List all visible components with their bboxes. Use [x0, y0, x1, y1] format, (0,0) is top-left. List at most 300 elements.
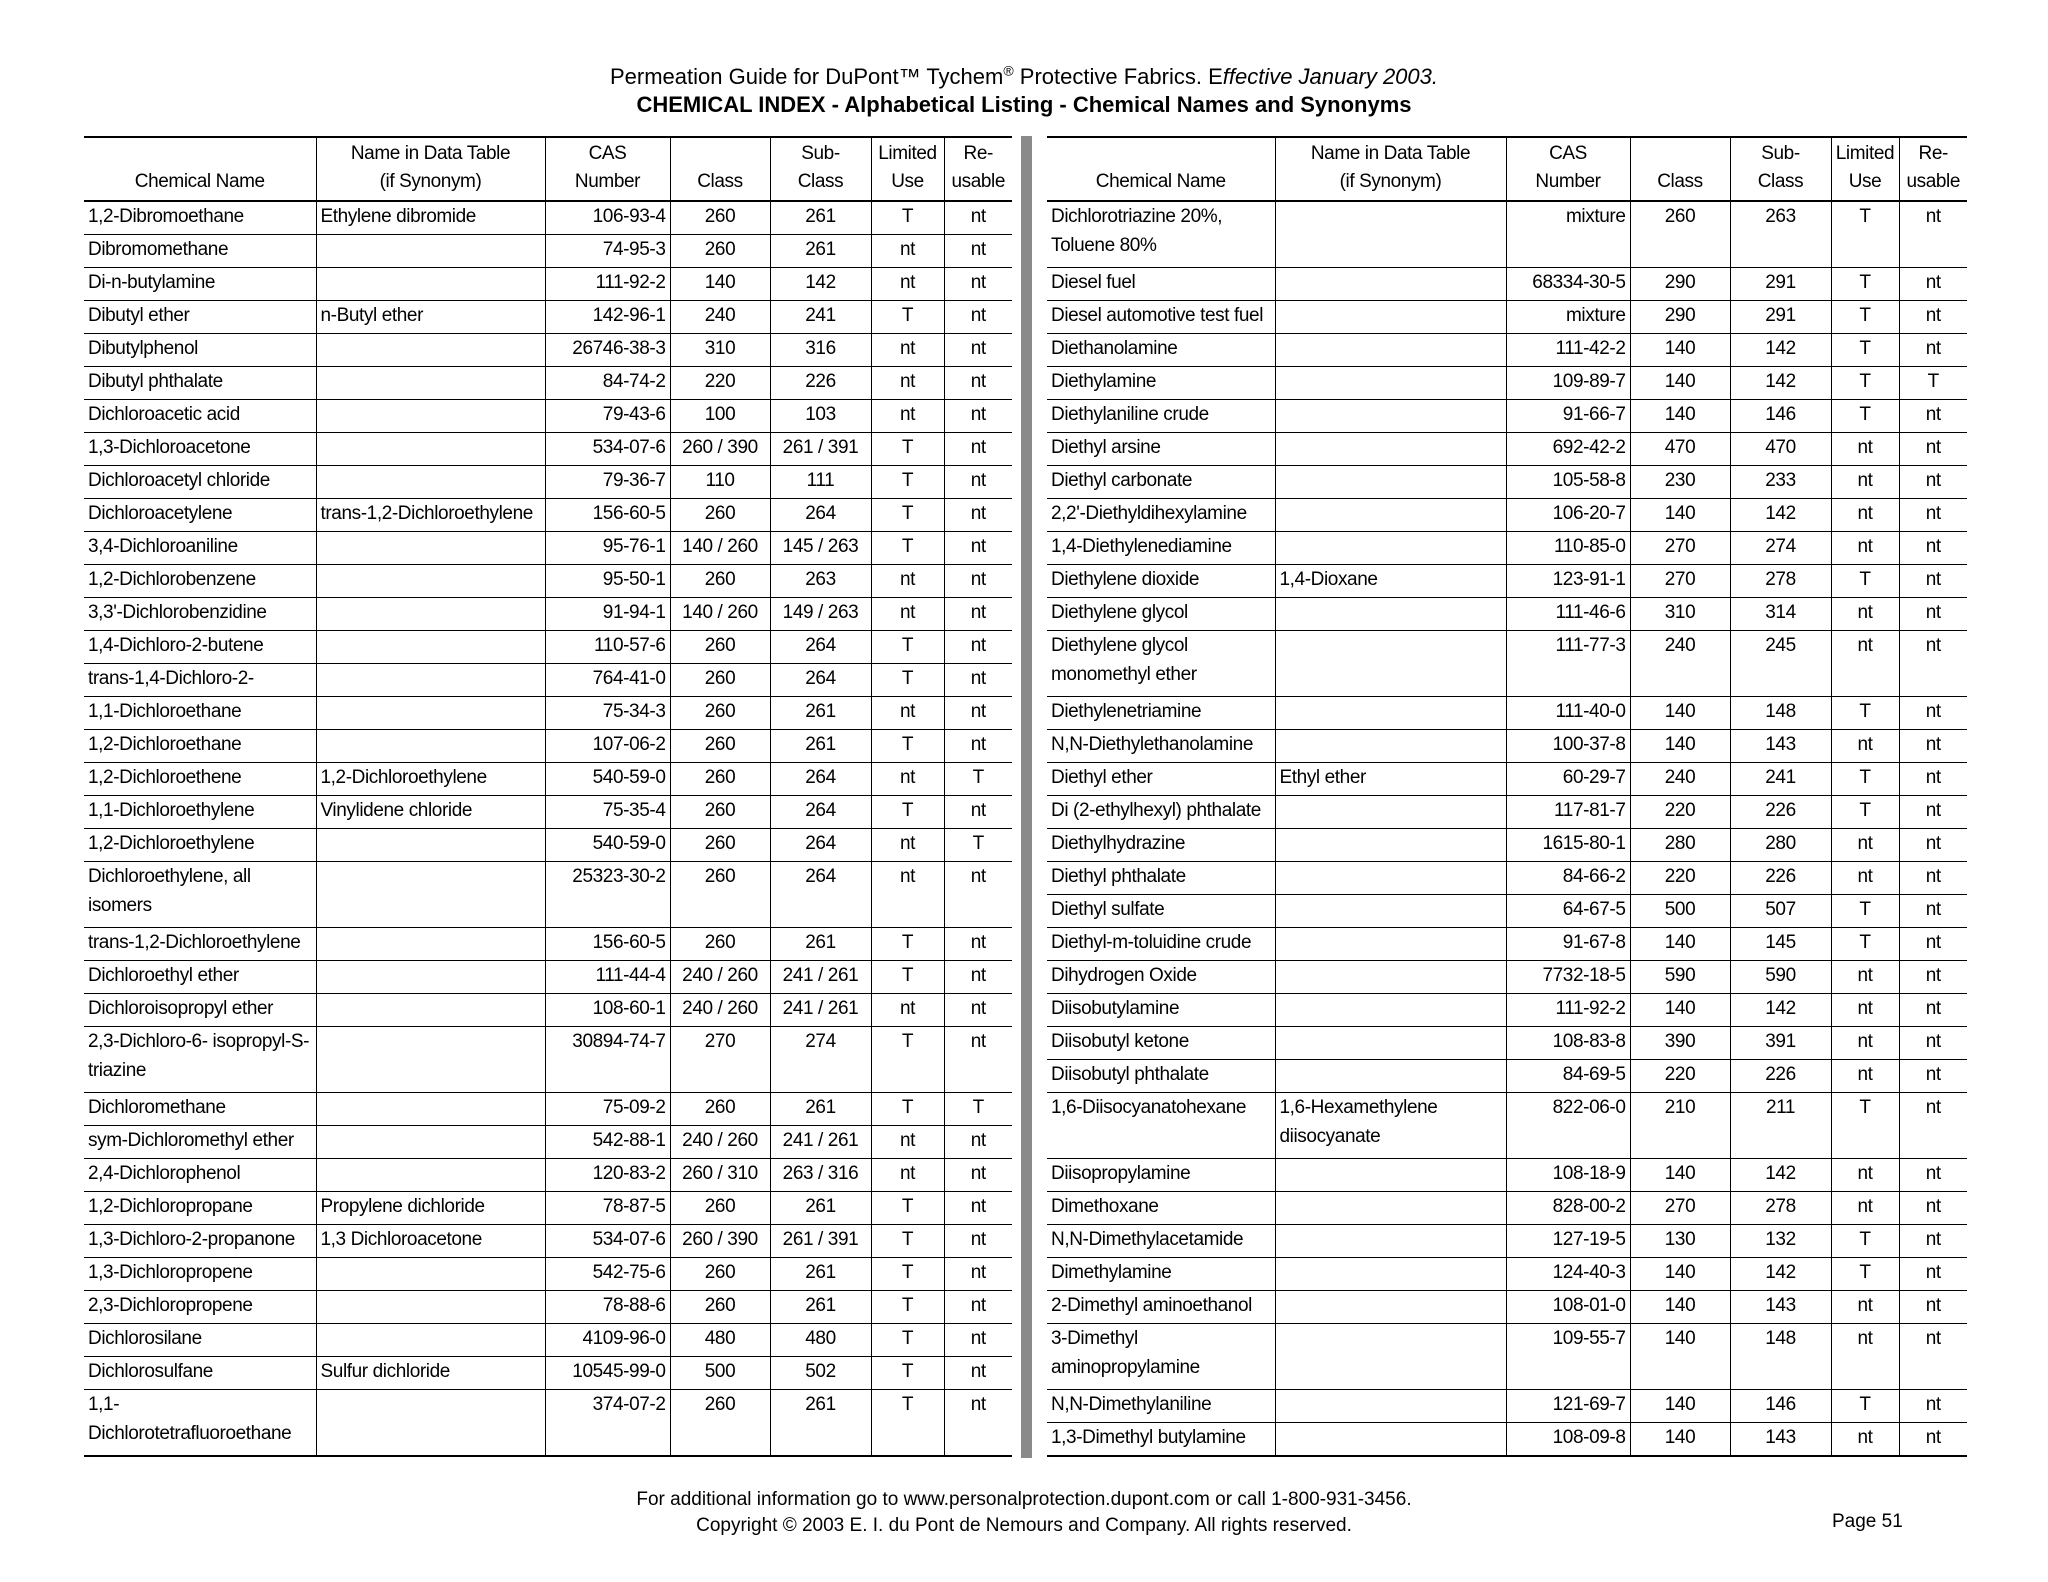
cell-chemical-name: 1,4-Dichloro-2-butene	[84, 631, 316, 664]
cell-class: 140	[1630, 1258, 1730, 1291]
cell-subclass: 142	[1730, 1258, 1831, 1291]
cell-class: 270	[1630, 532, 1730, 565]
cell-reusable: nt	[944, 565, 1012, 598]
table-row	[1047, 862, 1967, 895]
cell-cas-number: mixture	[1506, 301, 1630, 334]
cell-reusable: nt	[944, 268, 1012, 301]
cell-synonym	[316, 928, 545, 961]
cell-cas-number: 110-57-6	[545, 631, 670, 664]
cell-limited-use: nt	[1831, 1159, 1899, 1192]
cell-chemical-name: 1,2-Dichloropropane	[84, 1192, 316, 1225]
table-row	[84, 499, 1012, 532]
cell-reusable: nt	[1899, 1258, 1967, 1291]
cell-synonym	[316, 1093, 545, 1126]
cell-subclass: 142	[770, 268, 871, 301]
cell-chemical-name: Dichlorotriazine 20%, Toluene 80%	[1047, 201, 1275, 268]
cell-subclass: 470	[1730, 433, 1831, 466]
cell-reusable: nt	[1899, 1159, 1967, 1192]
col-header-limited-use: Limited Use	[1831, 137, 1899, 201]
cell-chemical-name: trans-1,2-Dichloroethylene	[84, 928, 316, 961]
cell-synonym	[1275, 961, 1506, 994]
cell-synonym	[316, 829, 545, 862]
cell-class: 260	[670, 796, 770, 829]
cell-chemical-name: N,N-Dimethylacetamide	[1047, 1225, 1275, 1258]
cell-class: 260	[670, 763, 770, 796]
cell-cas-number: 75-34-3	[545, 697, 670, 730]
table-row	[1047, 928, 1967, 961]
table-row	[1047, 1324, 1967, 1390]
table-row	[1047, 829, 1967, 862]
cell-reusable: nt	[1899, 730, 1967, 763]
cell-reusable: nt	[944, 1258, 1012, 1291]
cell-subclass: 148	[1730, 697, 1831, 730]
cell-chemical-name: Diethylaniline crude	[1047, 400, 1275, 433]
cell-class: 470	[1630, 433, 1730, 466]
cell-chemical-name: Diethylene glycol monomethyl ether	[1047, 631, 1275, 697]
cell-cas-number: 26746-38-3	[545, 334, 670, 367]
table-row	[84, 598, 1012, 631]
cell-cas-number: 75-35-4	[545, 796, 670, 829]
cell-cas-number: 822-06-0	[1506, 1093, 1630, 1159]
cell-limited-use: nt	[1831, 1324, 1899, 1390]
table-row	[84, 1258, 1012, 1291]
cell-synonym	[316, 994, 545, 1027]
cell-class: 480	[670, 1324, 770, 1357]
table-row	[1047, 400, 1967, 433]
cell-reusable: nt	[1899, 1324, 1967, 1390]
table-row	[1047, 301, 1967, 334]
cell-class: 270	[1630, 565, 1730, 598]
cell-chemical-name: Dichloroethylene, all isomers	[84, 862, 316, 928]
cell-synonym	[316, 433, 545, 466]
cell-class: 240	[1630, 763, 1730, 796]
cell-chemical-name: N,N-Dimethylaniline	[1047, 1390, 1275, 1423]
table-row	[1047, 565, 1967, 598]
cell-cas-number: 95-76-1	[545, 532, 670, 565]
table-row	[84, 1126, 1012, 1159]
cell-chemical-name: Diethyl sulfate	[1047, 895, 1275, 928]
cell-class: 270	[670, 1027, 770, 1093]
table-row	[1047, 433, 1967, 466]
cell-class: 140 / 260	[670, 598, 770, 631]
cell-chemical-name: sym-Dichloromethyl ether	[84, 1126, 316, 1159]
cell-cas-number: 79-43-6	[545, 400, 670, 433]
cell-subclass: 278	[1730, 565, 1831, 598]
col-header-subclass: Sub- Class	[770, 137, 871, 201]
cell-chemical-name: 1,2-Dichloroethene	[84, 763, 316, 796]
cell-class: 260	[670, 1258, 770, 1291]
cell-class: 220	[670, 367, 770, 400]
cell-class: 270	[1630, 1192, 1730, 1225]
cell-chemical-name: Dichlorosulfane	[84, 1357, 316, 1390]
cell-chemical-name: Dichlorosilane	[84, 1324, 316, 1357]
cell-subclass: 280	[1730, 829, 1831, 862]
cell-reusable: nt	[944, 499, 1012, 532]
cell-limited-use: T	[871, 1225, 944, 1258]
table-row	[1047, 697, 1967, 730]
cell-cas-number: 108-18-9	[1506, 1159, 1630, 1192]
cell-class: 260	[670, 1093, 770, 1126]
cell-reusable: nt	[1899, 961, 1967, 994]
cell-reusable: nt	[944, 433, 1012, 466]
cell-subclass: 149 / 263	[770, 598, 871, 631]
cell-synonym	[1275, 1423, 1506, 1457]
cell-synonym	[316, 1258, 545, 1291]
cell-limited-use: T	[1831, 367, 1899, 400]
cell-limited-use: nt	[871, 565, 944, 598]
cell-reusable: nt	[1899, 1225, 1967, 1258]
footer-copyright: Copyright © 2003 E. I. du Pont de Nemours and Company. All rights reserved.	[696, 1515, 1352, 1536]
cell-reusable: nt	[1899, 928, 1967, 961]
cell-chemical-name: Diethylene glycol	[1047, 598, 1275, 631]
cell-subclass: 142	[1730, 499, 1831, 532]
cell-subclass: 391	[1730, 1027, 1831, 1060]
table-row	[1047, 1060, 1967, 1093]
cell-reusable: nt	[944, 301, 1012, 334]
cell-synonym: 1,2-Dichloroethylene	[316, 763, 545, 796]
cell-class: 240	[670, 301, 770, 334]
table-row	[84, 994, 1012, 1027]
cell-subclass: 211	[1730, 1093, 1831, 1159]
cell-synonym	[1275, 730, 1506, 763]
cell-reusable: nt	[1899, 1192, 1967, 1225]
table-row	[84, 961, 1012, 994]
cell-class: 140	[1630, 1324, 1730, 1390]
table-row	[1047, 334, 1967, 367]
cell-synonym	[316, 235, 545, 268]
cell-reusable: nt	[944, 1027, 1012, 1093]
cell-subclass: 241 / 261	[770, 994, 871, 1027]
cell-reusable: T	[944, 763, 1012, 796]
cell-synonym	[316, 1126, 545, 1159]
cell-limited-use: nt	[1831, 499, 1899, 532]
cell-synonym	[1275, 1291, 1506, 1324]
cell-subclass: 226	[1730, 862, 1831, 895]
table-row	[84, 565, 1012, 598]
cell-class: 260	[670, 235, 770, 268]
cell-subclass: 263	[1730, 201, 1831, 268]
cell-class: 260	[670, 499, 770, 532]
cell-subclass: 103	[770, 400, 871, 433]
cell-subclass: 590	[1730, 961, 1831, 994]
cell-chemical-name: Dichloroacetyl chloride	[84, 466, 316, 499]
cell-chemical-name: Dibromomethane	[84, 235, 316, 268]
table-row	[84, 1357, 1012, 1390]
cell-subclass: 264	[770, 763, 871, 796]
cell-subclass: 274	[770, 1027, 871, 1093]
cell-limited-use: nt	[871, 994, 944, 1027]
cell-synonym: trans-1,2-Dichloroethylene	[316, 499, 545, 532]
cell-class: 260	[670, 829, 770, 862]
table-row	[84, 334, 1012, 367]
cell-cas-number: 111-77-3	[1506, 631, 1630, 697]
table-row	[84, 796, 1012, 829]
column-divider	[1021, 136, 1032, 1458]
cell-class: 240 / 260	[670, 994, 770, 1027]
cell-chemical-name: 1,3-Dichloro-2-propanone	[84, 1225, 316, 1258]
cell-reusable: nt	[944, 1126, 1012, 1159]
cell-synonym: Sulfur dichloride	[316, 1357, 545, 1390]
cell-subclass: 263	[770, 565, 871, 598]
cell-limited-use: T	[871, 961, 944, 994]
cell-reusable: nt	[1899, 201, 1967, 268]
cell-limited-use: nt	[871, 697, 944, 730]
cell-subclass: 502	[770, 1357, 871, 1390]
table-row	[84, 1225, 1012, 1258]
cell-cas-number: 68334-30-5	[1506, 268, 1630, 301]
cell-cas-number: 108-01-0	[1506, 1291, 1630, 1324]
table-row	[1047, 499, 1967, 532]
cell-subclass: 261	[770, 1291, 871, 1324]
cell-limited-use: T	[1831, 763, 1899, 796]
cell-synonym	[1275, 928, 1506, 961]
cell-cas-number: 120-83-2	[545, 1159, 670, 1192]
cell-reusable: nt	[944, 631, 1012, 664]
table-row	[84, 532, 1012, 565]
cell-subclass: 241 / 261	[770, 961, 871, 994]
cell-cas-number: 534-07-6	[545, 433, 670, 466]
cell-limited-use: T	[1831, 1390, 1899, 1423]
table-row	[84, 268, 1012, 301]
cell-reusable: nt	[944, 1324, 1012, 1357]
cell-chemical-name: Dimethylamine	[1047, 1258, 1275, 1291]
cell-subclass: 264	[770, 499, 871, 532]
cell-class: 140	[1630, 928, 1730, 961]
table-row	[1047, 1258, 1967, 1291]
cell-cas-number: 84-66-2	[1506, 862, 1630, 895]
cell-chemical-name: Dimethoxane	[1047, 1192, 1275, 1225]
cell-subclass: 291	[1730, 268, 1831, 301]
cell-subclass: 291	[1730, 301, 1831, 334]
cell-class: 240 / 260	[670, 1126, 770, 1159]
cell-class: 140	[1630, 367, 1730, 400]
cell-reusable: nt	[944, 466, 1012, 499]
cell-subclass: 132	[1730, 1225, 1831, 1258]
cell-subclass: 261	[770, 201, 871, 235]
cell-synonym	[316, 730, 545, 763]
cell-limited-use: T	[871, 928, 944, 961]
cell-reusable: nt	[1899, 598, 1967, 631]
cell-chemical-name: Dichloroethyl ether	[84, 961, 316, 994]
table-row	[1047, 268, 1967, 301]
cell-limited-use: T	[1831, 1225, 1899, 1258]
cell-chemical-name: 1,2-Dichloroethylene	[84, 829, 316, 862]
col-header-subclass: Sub- Class	[1730, 137, 1831, 201]
cell-class: 260 / 310	[670, 1159, 770, 1192]
cell-class: 230	[1630, 466, 1730, 499]
cell-synonym	[316, 532, 545, 565]
cell-reusable: nt	[944, 1225, 1012, 1258]
cell-class: 140	[1630, 730, 1730, 763]
cell-chemical-name: Diethylenetriamine	[1047, 697, 1275, 730]
cell-chemical-name: 2,4-Dichlorophenol	[84, 1159, 316, 1192]
cell-limited-use: nt	[1831, 433, 1899, 466]
cell-synonym: 1,4-Dioxane	[1275, 565, 1506, 598]
table-row	[84, 301, 1012, 334]
cell-subclass: 264	[770, 664, 871, 697]
cell-limited-use: T	[871, 631, 944, 664]
cell-subclass: 143	[1730, 1291, 1831, 1324]
cell-limited-use: nt	[1831, 1291, 1899, 1324]
cell-subclass: 264	[770, 796, 871, 829]
cell-limited-use: T	[871, 730, 944, 763]
cell-limited-use: T	[871, 201, 944, 235]
cell-subclass: 261 / 391	[770, 1225, 871, 1258]
cell-reusable: nt	[944, 928, 1012, 961]
cell-synonym	[316, 268, 545, 301]
table-row	[84, 466, 1012, 499]
cell-limited-use: T	[1831, 1093, 1899, 1159]
cell-subclass: 241 / 261	[770, 1126, 871, 1159]
cell-chemical-name: Dichloroisopropyl ether	[84, 994, 316, 1027]
cell-subclass: 261	[770, 235, 871, 268]
cell-limited-use: T	[871, 664, 944, 697]
cell-chemical-name: Diethyl phthalate	[1047, 862, 1275, 895]
cell-class: 130	[1630, 1225, 1730, 1258]
table-header	[1047, 137, 1967, 201]
col-header-synonym: Name in Data Table (if Synonym)	[1275, 137, 1506, 201]
cell-class: 260	[670, 1192, 770, 1225]
cell-class: 240 / 260	[670, 961, 770, 994]
cell-limited-use: nt	[1831, 1192, 1899, 1225]
cell-class: 110	[670, 466, 770, 499]
cell-synonym	[1275, 1390, 1506, 1423]
footer-contact: For additional information go to www.personalprotection.dupont.com or call 1-800-931-3456.	[636, 1489, 1412, 1510]
cell-limited-use: nt	[1831, 532, 1899, 565]
cell-class: 140	[1630, 499, 1730, 532]
cell-class: 140 / 260	[670, 532, 770, 565]
cell-synonym	[1275, 994, 1506, 1027]
cell-class: 260 / 390	[670, 1225, 770, 1258]
col-header-cas: CAS Number	[1506, 137, 1630, 201]
cell-limited-use: T	[1831, 928, 1899, 961]
cell-reusable: nt	[944, 532, 1012, 565]
cell-synonym	[1275, 829, 1506, 862]
cell-cas-number: 108-60-1	[545, 994, 670, 1027]
cell-cas-number: 156-60-5	[545, 928, 670, 961]
cell-class: 260	[1630, 201, 1730, 268]
cell-chemical-name: 1,1-Dichloroethane	[84, 697, 316, 730]
cell-class: 260 / 390	[670, 433, 770, 466]
cell-reusable: nt	[1899, 400, 1967, 433]
cell-cas-number: 107-06-2	[545, 730, 670, 763]
cell-limited-use: nt	[1831, 1060, 1899, 1093]
cell-class: 220	[1630, 862, 1730, 895]
table-row	[84, 631, 1012, 664]
cell-cas-number: 692-42-2	[1506, 433, 1630, 466]
table-row	[1047, 1423, 1967, 1457]
cell-limited-use: T	[1831, 565, 1899, 598]
cell-subclass: 146	[1730, 1390, 1831, 1423]
cell-cas-number: 1615-80-1	[1506, 829, 1630, 862]
cell-synonym	[1275, 268, 1506, 301]
cell-chemical-name: Diethylhydrazine	[1047, 829, 1275, 862]
cell-subclass: 241	[770, 301, 871, 334]
cell-chemical-name: 1,4-Diethylenediamine	[1047, 532, 1275, 565]
cell-synonym	[1275, 1192, 1506, 1225]
cell-synonym	[1275, 334, 1506, 367]
cell-subclass: 264	[770, 862, 871, 928]
cell-limited-use: nt	[1831, 730, 1899, 763]
cell-limited-use: nt	[1831, 598, 1899, 631]
cell-reusable: nt	[944, 1357, 1012, 1390]
cell-class: 290	[1630, 268, 1730, 301]
cell-subclass: 264	[770, 829, 871, 862]
cell-subclass: 261	[770, 730, 871, 763]
cell-synonym	[1275, 433, 1506, 466]
col-header-chemical-name: Chemical Name	[1047, 137, 1275, 201]
cell-cas-number: 4109-96-0	[545, 1324, 670, 1357]
cell-subclass: 226	[1730, 1060, 1831, 1093]
cell-chemical-name: 1,2-Dichlorobenzene	[84, 565, 316, 598]
cell-subclass: 143	[1730, 730, 1831, 763]
cell-synonym: Vinylidene chloride	[316, 796, 545, 829]
table-row	[84, 367, 1012, 400]
cell-chemical-name: 1,3-Dimethyl butylamine	[1047, 1423, 1275, 1457]
cell-subclass: 233	[1730, 466, 1831, 499]
cell-reusable: nt	[944, 862, 1012, 928]
cell-cas-number: 7732-18-5	[1506, 961, 1630, 994]
cell-class: 260	[670, 201, 770, 235]
cell-limited-use: T	[871, 1390, 944, 1457]
cell-limited-use: nt	[1831, 1027, 1899, 1060]
cell-class: 500	[1630, 895, 1730, 928]
cell-class: 140	[1630, 697, 1730, 730]
cell-synonym	[1275, 367, 1506, 400]
table-row	[84, 1159, 1012, 1192]
cell-limited-use: T	[871, 532, 944, 565]
col-header-class: Class	[670, 137, 770, 201]
cell-chemical-name: Diethyl carbonate	[1047, 466, 1275, 499]
table-header	[84, 137, 1012, 201]
cell-cas-number: 64-67-5	[1506, 895, 1630, 928]
cell-chemical-name: N,N-Diethylethanolamine	[1047, 730, 1275, 763]
cell-subclass: 148	[1730, 1324, 1831, 1390]
table-row	[84, 664, 1012, 697]
cell-reusable: nt	[1899, 532, 1967, 565]
cell-chemical-name: Diethylene dioxide	[1047, 565, 1275, 598]
table-row	[1047, 532, 1967, 565]
cell-chemical-name: 2,3-Dichloro-6- isopropyl-S-triazine	[84, 1027, 316, 1093]
cell-reusable: nt	[1899, 697, 1967, 730]
cell-cas-number: 100-37-8	[1506, 730, 1630, 763]
cell-class: 310	[1630, 598, 1730, 631]
cell-synonym	[316, 961, 545, 994]
cell-chemical-name: Diisopropylamine	[1047, 1159, 1275, 1192]
cell-subclass: 142	[1730, 367, 1831, 400]
cell-class: 260	[670, 730, 770, 763]
cell-synonym	[1275, 532, 1506, 565]
page-title: Permeation Guide for DuPont™ Tychem® Protective Fabrics. Effective January 2003.	[610, 62, 1438, 89]
table-row	[84, 400, 1012, 433]
table-row	[1047, 367, 1967, 400]
table-row	[1047, 730, 1967, 763]
cell-subclass: 241	[1730, 763, 1831, 796]
cell-chemical-name: Dihydrogen Oxide	[1047, 961, 1275, 994]
cell-limited-use: nt	[871, 268, 944, 301]
cell-subclass: 261 / 391	[770, 433, 871, 466]
table-row	[1047, 1291, 1967, 1324]
table-row	[84, 1324, 1012, 1357]
cell-cas-number: 109-55-7	[1506, 1324, 1630, 1390]
cell-cas-number: 764-41-0	[545, 664, 670, 697]
cell-synonym	[1275, 1225, 1506, 1258]
cell-reusable: nt	[1899, 1027, 1967, 1060]
cell-synonym	[316, 367, 545, 400]
cell-chemical-name: Diethyl ether	[1047, 763, 1275, 796]
table-row	[84, 1027, 1012, 1093]
cell-synonym	[1275, 466, 1506, 499]
